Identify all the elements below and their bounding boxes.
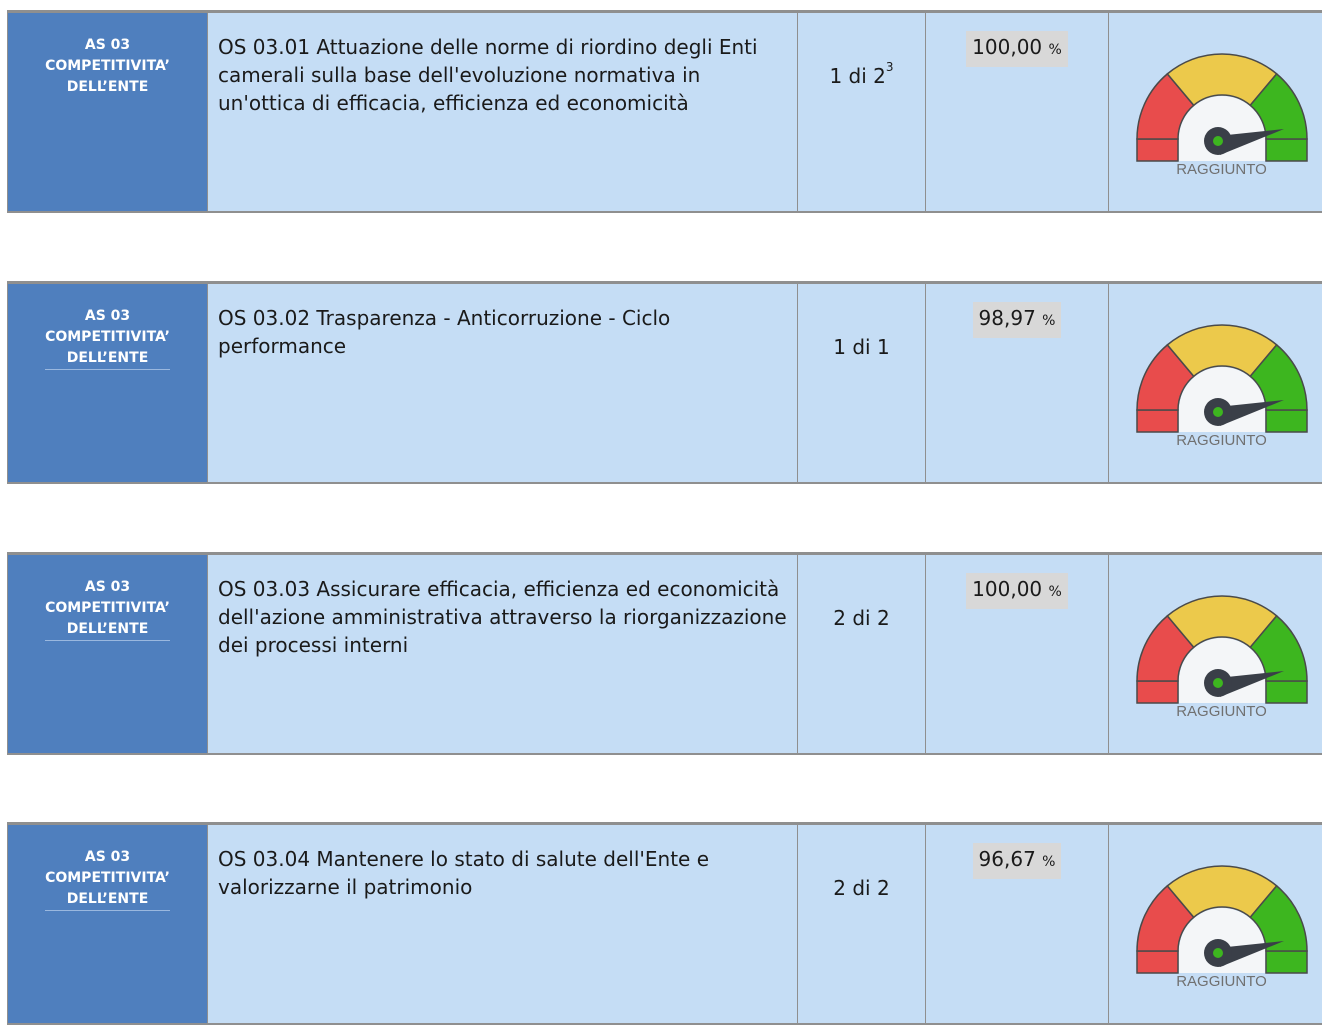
- objective-description: OS 03.03 Assicurare efficacia, efficienza ed economicità dell'azione amministrativa attraverso la riorganizzazione dei processi interni: [208, 555, 798, 753]
- status-label: RAGGIUNTO: [1176, 703, 1267, 720]
- percent-value: 100,00: [972, 35, 1043, 59]
- gauge-cell: [1109, 825, 1322, 1023]
- objective-row: [7, 10, 1322, 213]
- gauge-cell: [1109, 284, 1322, 482]
- status-label: RAGGIUNTO: [1176, 973, 1267, 990]
- gauge-icon: [1135, 306, 1309, 436]
- achievement-percent: [973, 302, 1062, 338]
- strategic-area-cell: [8, 555, 208, 753]
- strategic-area-cell: [8, 825, 208, 1023]
- area-name-line1: COMPETITIVITA’: [45, 870, 170, 886]
- percent-value: 98,97: [978, 306, 1036, 330]
- objective-description: OS 03.02 Trasparenza - Anticorruzione - Ciclo performance: [208, 284, 798, 482]
- objective-row: [7, 822, 1322, 1025]
- area-name-line1: COMPETITIVITA’: [45, 329, 170, 345]
- percent-value: 96,67: [978, 847, 1036, 871]
- footnote-marker: 3: [885, 60, 894, 74]
- gauge-icon: [1135, 847, 1309, 977]
- gauge-pivot-dot: [1213, 948, 1223, 958]
- area-name-line2: DELL’ENTE: [45, 348, 171, 370]
- gauge-cell: [1109, 555, 1322, 753]
- area-name-line2: DELL’ENTE: [45, 889, 171, 911]
- area-code: AS 03: [84, 849, 131, 865]
- indicator-count-cell: [798, 825, 926, 1023]
- status-label: RAGGIUNTO: [1176, 432, 1267, 449]
- achievement-cell: [926, 555, 1109, 753]
- percent-unit: %: [1048, 584, 1062, 600]
- achievement-cell: [926, 13, 1109, 211]
- gauge-green-base: [1266, 410, 1307, 432]
- gauge-green-base: [1266, 139, 1307, 161]
- gauge-cell: [1109, 13, 1322, 211]
- gauge-red-base: [1137, 951, 1178, 973]
- area-code: AS 03: [84, 308, 131, 324]
- area-name-line1: COMPETITIVITA’: [45, 58, 170, 74]
- indicator-count: 1 di 1: [833, 335, 890, 359]
- achievement-cell: [926, 284, 1109, 482]
- indicator-count-cell: [798, 13, 926, 211]
- indicator-count-cell: [798, 555, 926, 753]
- area-code: AS 03: [84, 579, 131, 595]
- strategic-area-cell: [8, 13, 208, 211]
- gauge-pivot-dot: [1213, 136, 1223, 146]
- gauge-red-base: [1137, 139, 1178, 161]
- area-name-line2: DELL’ENTE: [45, 619, 171, 641]
- area-code: AS 03: [84, 37, 131, 53]
- gauge-icon: [1135, 577, 1309, 707]
- status-label: RAGGIUNTO: [1176, 161, 1267, 178]
- gauge-green-base: [1266, 681, 1307, 703]
- percent-unit: %: [1042, 854, 1056, 870]
- indicator-count: 2 di 2: [833, 606, 890, 630]
- objective-row: [7, 552, 1322, 755]
- strategic-area-cell: [8, 284, 208, 482]
- area-name-line2: DELL’ENTE: [66, 79, 149, 95]
- indicator-count-cell: [798, 284, 926, 482]
- gauge-pivot-dot: [1213, 678, 1223, 688]
- objective-description: OS 03.01 Attuazione delle norme di riordino degli Enti camerali sulla base dell'evoluzione normativa in un'ottica di efficacia, efficienza ed economicità: [208, 13, 798, 211]
- gauge-green-base: [1266, 951, 1307, 973]
- achievement-percent: [966, 573, 1068, 609]
- gauge-red-base: [1137, 410, 1178, 432]
- achievement-percent: [966, 31, 1068, 67]
- indicator-count: 2 di 2: [833, 876, 890, 900]
- percent-value: 100,00: [972, 577, 1043, 601]
- indicator-count: 1 di 2: [829, 64, 886, 88]
- objective-row: [7, 281, 1322, 484]
- gauge-pivot-dot: [1213, 407, 1223, 417]
- percent-unit: %: [1048, 42, 1062, 58]
- gauge-red-base: [1137, 681, 1178, 703]
- area-name-line1: COMPETITIVITA’: [45, 600, 170, 616]
- percent-unit: %: [1042, 313, 1056, 329]
- achievement-percent: [973, 843, 1062, 879]
- gauge-icon: [1135, 35, 1309, 165]
- achievement-cell: [926, 825, 1109, 1023]
- objective-description: OS 03.04 Mantenere lo stato di salute dell'Ente e valorizzarne il patrimonio: [208, 825, 798, 1023]
